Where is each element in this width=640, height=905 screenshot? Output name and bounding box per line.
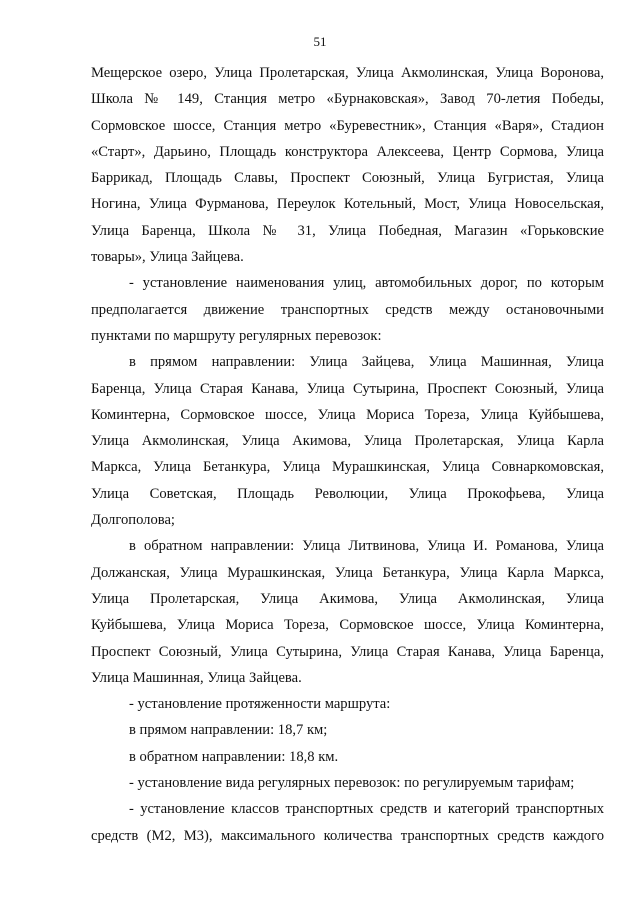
text-line: Мещерское озеро, Улица Пролетарская, Улица Акмолинская, Улица Воронова, [91, 65, 604, 81]
text-line: «Старт», Дарьино, Площадь конструктора Алексеева, Центр Сормова, Улица [91, 143, 604, 160]
text-line: Ногина, Улица Фурманова, Переулок Котельный, Мост, Улица Новосельская, [91, 196, 604, 213]
text-line: Должанская, Улица Мурашкинская, Улица Бетанкура, Улица Карла Маркса, [91, 564, 604, 581]
text-line: Улица Акмолинская, Улица Акимова, Улица Пролетарская, Улица Карла [91, 433, 604, 450]
text-line: предполагается движение транспортных средств между остановочными [91, 301, 604, 318]
text-line: Баррикад, Площадь Славы, Проспект Союзный, Улица Бугристая, Улица [91, 170, 604, 187]
text-line: Маркса, Улица Бетанкура, Улица Мурашкинская, Улица Совнаркомовская, [91, 459, 604, 476]
text-line: - установление протяженности маршрута: [129, 696, 391, 713]
text-line: Сормовское шоссе, Станция метро «Буревестник», Станция «Варя», Стадион [91, 117, 604, 134]
text-line: - установление классов транспортных средств и категорий транспортных [129, 801, 604, 818]
document-body [91, 60, 604, 849]
text-line: Баренца, Улица Старая Канава, Улица Сутырина, Проспект Союзный, Улица [91, 380, 604, 397]
text-line: - установление вида регулярных перевозок: по регулируемым тарифам; [129, 775, 575, 792]
page-number: 51 [313, 34, 327, 49]
text-line: пунктами по маршруту регулярных перевозок: [91, 327, 382, 344]
text-line: Улица Баренца, Школа № 31, Улица Победная, Магазин «Горьковские [91, 222, 604, 239]
text-line: Куйбышева, Улица Мориса Тореза, Сормовское шоссе, Улица Коминтерна, [91, 617, 604, 634]
text-line: в обратном направлении: 18,8 км. [129, 748, 339, 765]
text-line: в обратном направлении: Улица Литвинова, Улица И. Романова, Улица [129, 538, 604, 555]
text-line: Коминтерна, Сормовское шоссе, Улица Мориса Тореза, Улица Куйбышева, [91, 406, 604, 423]
text-line: Проспект Союзный, Улица Сутырина, Улица Старая Канава, Улица Баренца, [91, 643, 604, 660]
text-line: в прямом направлении: 18,7 км; [129, 722, 328, 739]
text-line: Школа № 149, Станция метро «Бурнаковская», Завод 70-летия Победы, [91, 91, 604, 108]
text-line: в прямом направлении: Улица Зайцева, Улица Машинная, Улица [129, 354, 604, 371]
text-line: Долгополова; [91, 512, 175, 529]
text-line: Улица Советская, Площадь Революции, Улица Прокофьева, Улица [91, 485, 604, 502]
text-line: средств (М2, М3), максимального количества транспортных средств каждого [91, 827, 604, 844]
text-line: Улица Пролетарская, Улица Акимова, Улица Акмолинская, Улица [91, 590, 604, 607]
text-line: Улица Машинная, Улица Зайцева. [91, 669, 302, 686]
text-line: товары», Улица Зайцева. [91, 249, 244, 266]
text-line: - установление наименования улиц, автомобильных дорог, по которым [129, 275, 604, 292]
